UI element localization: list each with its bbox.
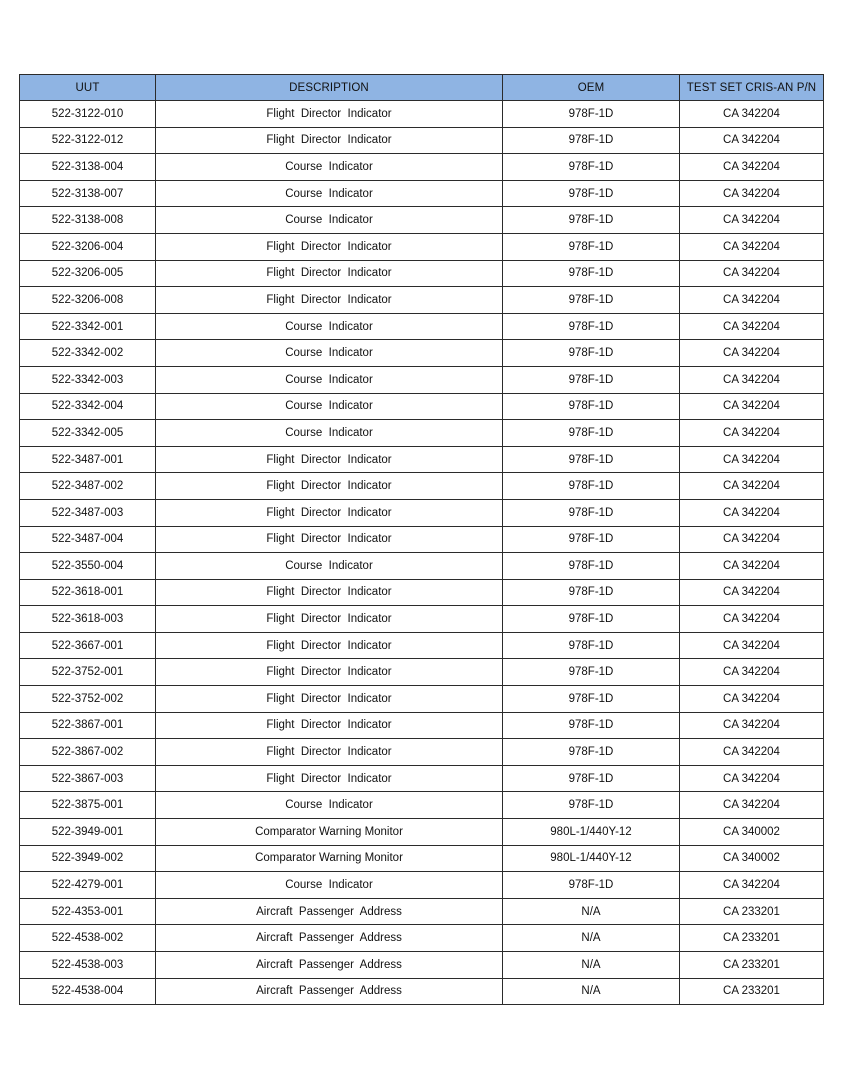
description-cell: Aircraft Passenger Address xyxy=(156,952,503,979)
description-cell: Aircraft Passenger Address xyxy=(156,925,503,952)
uut-cell: 522-3867-003 xyxy=(20,765,156,792)
test-set-cell: CA 342204 xyxy=(680,340,824,367)
oem-cell: 978F-1D xyxy=(503,260,680,287)
test-set-cell: CA 340002 xyxy=(680,845,824,872)
oem-cell: 978F-1D xyxy=(503,233,680,260)
test-set-cell: CA 342204 xyxy=(680,180,824,207)
table-row xyxy=(20,579,824,606)
description-cell: Course Indicator xyxy=(156,872,503,899)
uut-cell: 522-3206-008 xyxy=(20,287,156,314)
uut-cell: 522-3487-001 xyxy=(20,446,156,473)
test-set-cell: CA 342204 xyxy=(680,207,824,234)
test-set-cell: CA 342204 xyxy=(680,420,824,447)
oem-cell: 978F-1D xyxy=(503,792,680,819)
table-row xyxy=(20,473,824,500)
test-set-cell: CA 342204 xyxy=(680,872,824,899)
header-uut: UUT xyxy=(20,75,156,101)
table-row xyxy=(20,260,824,287)
uut-cell: 522-3342-004 xyxy=(20,393,156,420)
oem-cell: 978F-1D xyxy=(503,499,680,526)
test-set-cell: CA 342204 xyxy=(680,553,824,580)
uut-cell: 522-4353-001 xyxy=(20,898,156,925)
oem-cell: N/A xyxy=(503,898,680,925)
oem-cell: 978F-1D xyxy=(503,579,680,606)
test-set-cell: CA 342204 xyxy=(680,792,824,819)
test-set-cell: CA 342204 xyxy=(680,712,824,739)
uut-cell: 522-3342-001 xyxy=(20,313,156,340)
test-set-cell: CA 342204 xyxy=(680,765,824,792)
table-header-row xyxy=(20,75,824,101)
table-row xyxy=(20,207,824,234)
uut-cell: 522-3618-001 xyxy=(20,579,156,606)
oem-cell: 978F-1D xyxy=(503,287,680,314)
uut-cell: 522-4538-002 xyxy=(20,925,156,952)
uut-cell: 522-3667-001 xyxy=(20,632,156,659)
description-cell: Course Indicator xyxy=(156,792,503,819)
oem-cell: 978F-1D xyxy=(503,393,680,420)
table-row xyxy=(20,792,824,819)
table-row xyxy=(20,499,824,526)
uut-cell: 522-3122-012 xyxy=(20,127,156,154)
table-row xyxy=(20,154,824,181)
table-row xyxy=(20,739,824,766)
test-set-cell: CA 233201 xyxy=(680,898,824,925)
uut-cell: 522-4279-001 xyxy=(20,872,156,899)
table-row xyxy=(20,180,824,207)
table-row xyxy=(20,446,824,473)
uut-cell: 522-3618-003 xyxy=(20,606,156,633)
table-row xyxy=(20,952,824,979)
oem-cell: 978F-1D xyxy=(503,606,680,633)
test-set-cell: CA 342204 xyxy=(680,632,824,659)
test-set-cell: CA 342204 xyxy=(680,446,824,473)
oem-cell: 978F-1D xyxy=(503,473,680,500)
uut-cell: 522-3122-010 xyxy=(20,101,156,128)
oem-cell: 978F-1D xyxy=(503,686,680,713)
test-set-cell: CA 233201 xyxy=(680,925,824,952)
uut-cell: 522-3138-007 xyxy=(20,180,156,207)
description-cell: Course Indicator xyxy=(156,207,503,234)
oem-cell: 978F-1D xyxy=(503,765,680,792)
uut-cell: 522-3342-002 xyxy=(20,340,156,367)
description-cell: Flight Director Indicator xyxy=(156,632,503,659)
table-row xyxy=(20,765,824,792)
description-cell: Flight Director Indicator xyxy=(156,499,503,526)
table-row xyxy=(20,287,824,314)
test-set-cell: CA 342204 xyxy=(680,526,824,553)
description-cell: Flight Director Indicator xyxy=(156,579,503,606)
test-set-cell: CA 342204 xyxy=(680,127,824,154)
description-cell: Course Indicator xyxy=(156,393,503,420)
description-cell: Flight Director Indicator xyxy=(156,606,503,633)
description-cell: Flight Director Indicator xyxy=(156,686,503,713)
description-cell: Flight Director Indicator xyxy=(156,765,503,792)
oem-cell: 978F-1D xyxy=(503,446,680,473)
table-row xyxy=(20,420,824,447)
description-cell: Flight Director Indicator xyxy=(156,446,503,473)
table-row xyxy=(20,845,824,872)
test-set-cell: CA 342204 xyxy=(680,287,824,314)
description-cell: Course Indicator xyxy=(156,420,503,447)
oem-cell: 980L-1/440Y-12 xyxy=(503,845,680,872)
oem-cell: 978F-1D xyxy=(503,420,680,447)
test-set-cell: CA 342204 xyxy=(680,659,824,686)
uut-cell: 522-3487-003 xyxy=(20,499,156,526)
uut-cell: 522-3487-002 xyxy=(20,473,156,500)
description-cell: Flight Director Indicator xyxy=(156,101,503,128)
header-oem: OEM xyxy=(503,75,680,101)
table-row xyxy=(20,819,824,846)
uut-cell: 522-3867-002 xyxy=(20,739,156,766)
test-set-cell: CA 342204 xyxy=(680,686,824,713)
uut-cell: 522-3550-004 xyxy=(20,553,156,580)
oem-cell: 978F-1D xyxy=(503,739,680,766)
uut-cell: 522-3875-001 xyxy=(20,792,156,819)
uut-cell: 522-3138-004 xyxy=(20,154,156,181)
description-cell: Aircraft Passenger Address xyxy=(156,978,503,1005)
uut-cell: 522-3867-001 xyxy=(20,712,156,739)
oem-cell: 978F-1D xyxy=(503,180,680,207)
description-cell: Flight Director Indicator xyxy=(156,127,503,154)
description-cell: Course Indicator xyxy=(156,180,503,207)
oem-cell: 978F-1D xyxy=(503,101,680,128)
description-cell: Course Indicator xyxy=(156,366,503,393)
test-set-cell: CA 342204 xyxy=(680,739,824,766)
oem-cell: 978F-1D xyxy=(503,526,680,553)
table-row xyxy=(20,553,824,580)
uut-cell: 522-4538-003 xyxy=(20,952,156,979)
description-cell: Flight Director Indicator xyxy=(156,260,503,287)
description-cell: Flight Director Indicator xyxy=(156,473,503,500)
oem-cell: N/A xyxy=(503,952,680,979)
oem-cell: 978F-1D xyxy=(503,632,680,659)
table-row xyxy=(20,659,824,686)
uut-cell: 522-3206-004 xyxy=(20,233,156,260)
description-cell: Course Indicator xyxy=(156,313,503,340)
uut-cell: 522-4538-004 xyxy=(20,978,156,1005)
test-set-cell: CA 342204 xyxy=(680,606,824,633)
uut-cell: 522-3949-002 xyxy=(20,845,156,872)
table-row xyxy=(20,978,824,1005)
test-set-cell: CA 342204 xyxy=(680,313,824,340)
description-cell: Flight Director Indicator xyxy=(156,712,503,739)
oem-cell: 978F-1D xyxy=(503,154,680,181)
description-cell: Course Indicator xyxy=(156,154,503,181)
oem-cell: 978F-1D xyxy=(503,872,680,899)
oem-cell: 980L-1/440Y-12 xyxy=(503,819,680,846)
test-set-cell: CA 342204 xyxy=(680,473,824,500)
table-row xyxy=(20,393,824,420)
test-set-cell: CA 342204 xyxy=(680,579,824,606)
oem-cell: 978F-1D xyxy=(503,553,680,580)
description-cell: Comparator Warning Monitor xyxy=(156,819,503,846)
description-cell: Flight Director Indicator xyxy=(156,233,503,260)
table-row xyxy=(20,526,824,553)
oem-cell: 978F-1D xyxy=(503,127,680,154)
test-set-cell: CA 342204 xyxy=(680,233,824,260)
uut-cell: 522-3206-005 xyxy=(20,260,156,287)
description-cell: Aircraft Passenger Address xyxy=(156,898,503,925)
table-row xyxy=(20,101,824,128)
header-test-set: TEST SET CRIS-AN P/N xyxy=(680,75,824,101)
test-set-cell: CA 342204 xyxy=(680,101,824,128)
header-description: DESCRIPTION xyxy=(156,75,503,101)
oem-cell: 978F-1D xyxy=(503,366,680,393)
oem-cell: 978F-1D xyxy=(503,207,680,234)
oem-cell: N/A xyxy=(503,925,680,952)
table-row xyxy=(20,606,824,633)
description-cell: Flight Director Indicator xyxy=(156,287,503,314)
test-set-cell: CA 342204 xyxy=(680,154,824,181)
description-cell: Course Indicator xyxy=(156,340,503,367)
table-row xyxy=(20,632,824,659)
description-cell: Flight Director Indicator xyxy=(156,659,503,686)
oem-cell: 978F-1D xyxy=(503,313,680,340)
table-row xyxy=(20,898,824,925)
uut-cell: 522-3752-001 xyxy=(20,659,156,686)
table-row xyxy=(20,872,824,899)
table-body xyxy=(20,101,824,1005)
oem-cell: 978F-1D xyxy=(503,659,680,686)
uut-cell: 522-3342-005 xyxy=(20,420,156,447)
oem-cell: 978F-1D xyxy=(503,340,680,367)
uut-cell: 522-3949-001 xyxy=(20,819,156,846)
uut-cell: 522-3487-004 xyxy=(20,526,156,553)
test-set-cell: CA 233201 xyxy=(680,978,824,1005)
description-cell: Comparator Warning Monitor xyxy=(156,845,503,872)
table-row xyxy=(20,712,824,739)
table-row xyxy=(20,366,824,393)
table-row xyxy=(20,340,824,367)
test-set-cell: CA 342204 xyxy=(680,260,824,287)
uut-cell: 522-3138-008 xyxy=(20,207,156,234)
oem-cell: N/A xyxy=(503,978,680,1005)
uut-table xyxy=(19,74,824,1005)
table-row xyxy=(20,127,824,154)
test-set-cell: CA 342204 xyxy=(680,366,824,393)
uut-cell: 522-3342-003 xyxy=(20,366,156,393)
test-set-cell: CA 340002 xyxy=(680,819,824,846)
description-cell: Flight Director Indicator xyxy=(156,526,503,553)
table-row xyxy=(20,686,824,713)
test-set-cell: CA 342204 xyxy=(680,393,824,420)
test-set-cell: CA 233201 xyxy=(680,952,824,979)
uut-cell: 522-3752-002 xyxy=(20,686,156,713)
description-cell: Course Indicator xyxy=(156,553,503,580)
table-row xyxy=(20,233,824,260)
test-set-cell: CA 342204 xyxy=(680,499,824,526)
oem-cell: 978F-1D xyxy=(503,712,680,739)
table-row xyxy=(20,313,824,340)
description-cell: Flight Director Indicator xyxy=(156,739,503,766)
table-row xyxy=(20,925,824,952)
